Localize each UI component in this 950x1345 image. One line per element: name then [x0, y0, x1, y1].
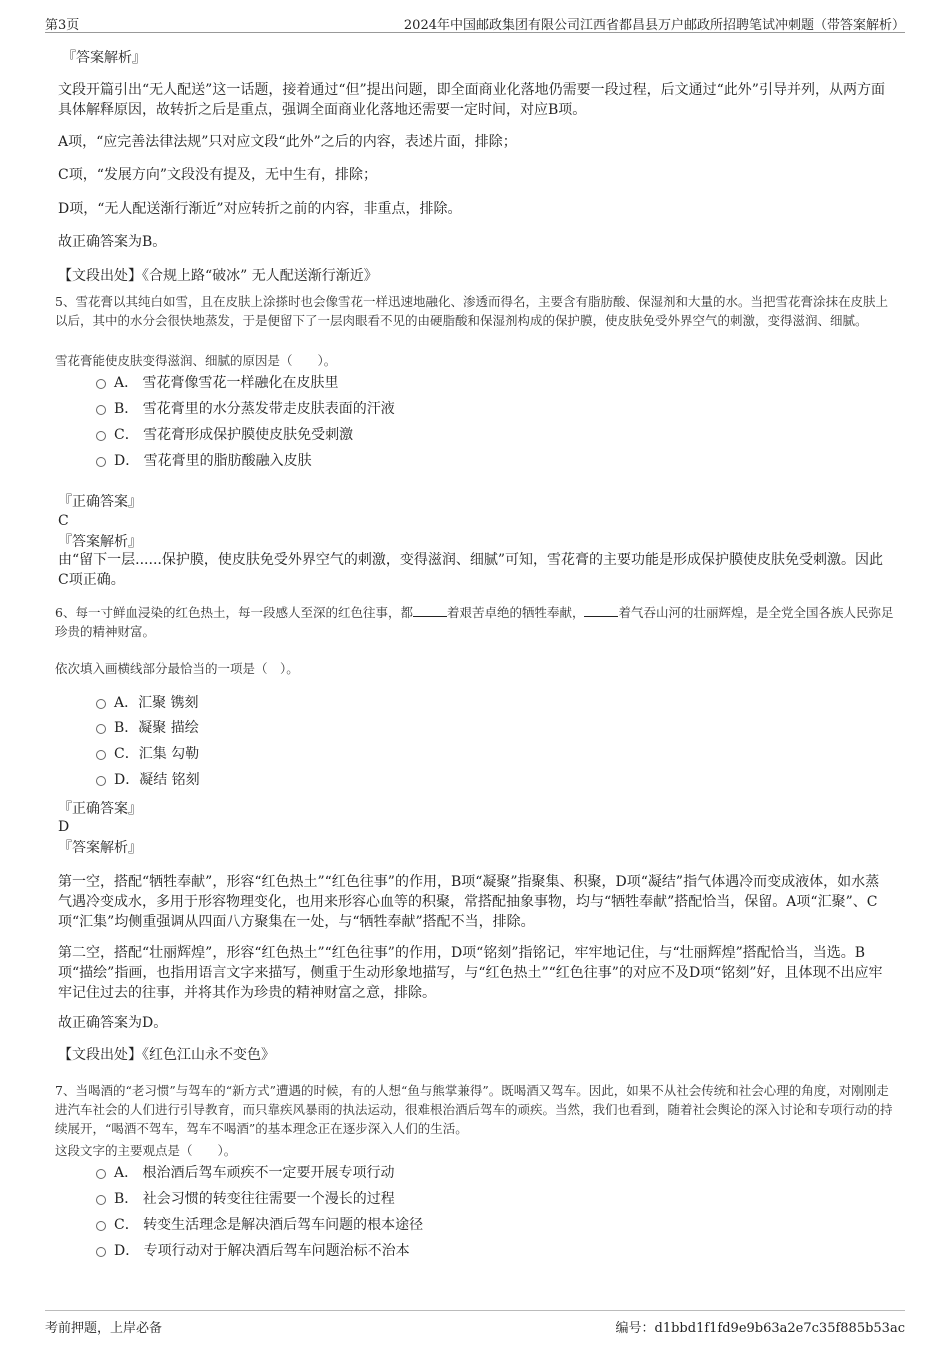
q6-blank-1: [413, 604, 447, 617]
q6-blank-2: [584, 604, 618, 617]
radio-icon[interactable]: [96, 699, 106, 709]
q5-option-c[interactable]: C． 雪花膏形成保护膜使皮肤免受刺激: [96, 425, 353, 445]
q5-stem: 5、雪花膏以其纯白如雪，且在皮肤上涂搽时也会像雪花一样迅速地融化、渗透而得名，主要含有脂肪酸、保湿剂和大量的水。当把雪花膏涂抹在皮肤上以后，其中的水分会很快地蒸发，于是便留下了一层肉眼看不见的由硬脂酸和保湿剂构成的保护膜，使皮肤免受外界空气的刺激，变得滋润、细腻。: [55, 294, 888, 328]
q6-answer: D: [58, 819, 70, 835]
footer-slogan: 考前押题，上岸必备: [45, 1321, 163, 1336]
page-header: [45, 10, 905, 33]
q4-source: 【文段出处】《合规上路“破冰” 无人配送渐行渐近》: [58, 268, 378, 284]
radio-icon[interactable]: [96, 457, 106, 467]
q6-analysis-label: 『答案解析』: [58, 840, 142, 856]
q5-option-a[interactable]: A． 雪花膏像雪花一样融化在皮肤里: [96, 373, 339, 393]
q5-analysis-label: 『答案解析』: [58, 534, 142, 550]
page-footer: [45, 1310, 905, 1337]
q5-question: 雪花膏能使皮肤变得滋润、细腻的原因是（ ）。: [55, 353, 337, 368]
radio-icon[interactable]: [96, 750, 106, 760]
radio-icon[interactable]: [96, 1221, 106, 1231]
q7-stem: 7、当喝酒的“老习惯”与驾车的“新方式”遭遇的时候，有的人想“鱼与熊掌兼得”。既喝酒又驾车。因此，如果不从社会传统和社会心理的角度，对刚刚走进汽车社会的人们进行引导教育，而只靠疾风暴雨的执法运动，很难根治酒后驾车的顽疾。当然，我们也看到，随着社会舆论的深入讨论和专项行动的持续展开，“喝酒不驾车，驾车不喝酒”的基本理念正在逐步深入人们的生活。: [55, 1083, 893, 1136]
q6-conclusion: 故正确答案为D。: [58, 1015, 168, 1031]
radio-icon[interactable]: [96, 1247, 106, 1257]
radio-icon[interactable]: [96, 379, 106, 389]
q4-analysis-label: 『答案解析』: [62, 50, 146, 66]
q5-answer: C: [58, 513, 69, 529]
q6-stem: 6、每一寸鲜血浸染的红色热土，每一段感人至深的红色往事，都 着艰苦卓绝的牺牲奉献， 着气吞山河的壮丽辉煌，是全党全国各族人民弥足珍贵的精神财富。: [55, 605, 894, 639]
q5-answer-label: 『正确答案』: [58, 494, 142, 510]
document-code-value: d1bbd1f1fd9e9b63a2e7c35f885b53ac: [654, 1321, 905, 1336]
q6-option-c[interactable]: C．汇集 勾勒: [96, 744, 199, 764]
radio-icon[interactable]: [96, 405, 106, 415]
q6-option-a[interactable]: A．汇聚 镌刻: [96, 693, 199, 713]
q5-option-b[interactable]: B． 雪花膏里的水分蒸发带走皮肤表面的汗液: [96, 399, 395, 419]
q7-option-a[interactable]: A． 根治酒后驾车顽疾不一定要开展专项行动: [96, 1163, 395, 1183]
q4-analysis-option-d: D项，“无人配送渐行渐近”对应转折之前的内容，非重点，排除。: [58, 201, 462, 217]
q7-question: 这段文字的主要观点是（ ）。: [55, 1143, 237, 1158]
radio-icon[interactable]: [96, 776, 106, 786]
page-number: 第3页: [45, 18, 80, 33]
q6-source: 【文段出处】《红色江山永不变色》: [58, 1047, 275, 1063]
q4-analysis-option-a: A项，“应完善法律法规”只对应文段“此外”之后的内容，表述片面，排除；: [58, 134, 517, 150]
q6-question: 依次填入画横线部分最恰当的一项是（ ）。: [55, 661, 299, 676]
q6-analysis-paragraph-2: 第二空，搭配“壮丽辉煌”，形容“红色热土”“红色往事”的作用，D项“铭刻”指铭记，牢牢地记住，与“壮丽辉煌”搭配恰当，当选。B项“描绘”指画，也指用语言文字来描写，侧重于生动形象地描写，与“红色热土”“红色往事”的对应不及D项“铭刻”好，且体现不出应牢牢记住过去的往事，并将其作为珍贵的精神财富之意，排除。: [58, 945, 883, 1001]
q5-analysis: 由“留下一层......保护膜，使皮肤免受外界空气的刺激，变得滋润、细腻”可知，雪花膏的主要功能是形成保护膜使皮肤免受刺激。因此C项正确。: [58, 552, 884, 588]
q6-option-b[interactable]: B．凝聚 描绘: [96, 718, 199, 738]
radio-icon[interactable]: [96, 724, 106, 734]
q7-option-d[interactable]: D． 专项行动对于解决酒后驾车问题治标不治本: [96, 1241, 410, 1261]
q4-analysis-option-c: C项，“发展方向”文段没有提及，无中生有，排除；: [58, 167, 378, 183]
q6-option-d[interactable]: D．凝结 铭刻: [96, 770, 200, 790]
q6-analysis-paragraph-1: 第一空，搭配“牺牲奉献”，形容“红色热土”“红色往事”的作用，B项“凝聚”指聚集、积聚，D项“凝结”指气体遇冷而变成液体，如水蒸气遇冷变成水，多用于形容物理变化，也用来形容心血等的积聚，常搭配抽象事物，均与“牺牲奉献”搭配恰当，保留。A项“汇聚”、C项“汇集”均侧重强调从四面八方聚集在一处，与“牺牲奉献”搭配不当，排除。: [58, 874, 880, 930]
radio-icon[interactable]: [96, 1169, 106, 1179]
document-code: 编号：d1bbd1f1fd9e9b63a2e7c35f885b53ac: [615, 1321, 905, 1336]
document-title: 2024年中国邮政集团有限公司江西省都昌县万户邮政所招聘笔试冲刺题（带答案解析）: [403, 18, 905, 33]
radio-icon[interactable]: [96, 1195, 106, 1205]
q7-option-b[interactable]: B． 社会习惯的转变往往需要一个漫长的过程: [96, 1189, 395, 1209]
q6-answer-label: 『正确答案』: [58, 801, 142, 817]
q4-conclusion: 故正确答案为B。: [58, 234, 167, 250]
q4-analysis-paragraph: 文段开篇引出“无人配送”这一话题，接着通过“但”提出问题，即全面商业化落地仍需要一段过程，后文通过“此外”引导并列，从两方面具体解释原因，故转折之后是重点，强调全面商业化落地还需要一定时间，对应B项。: [58, 82, 885, 118]
q7-option-c[interactable]: C． 转变生活理念是解决酒后驾车问题的根本途径: [96, 1215, 423, 1235]
radio-icon[interactable]: [96, 431, 106, 441]
q5-option-d[interactable]: D． 雪花膏里的脂肪酸融入皮肤: [96, 451, 312, 471]
